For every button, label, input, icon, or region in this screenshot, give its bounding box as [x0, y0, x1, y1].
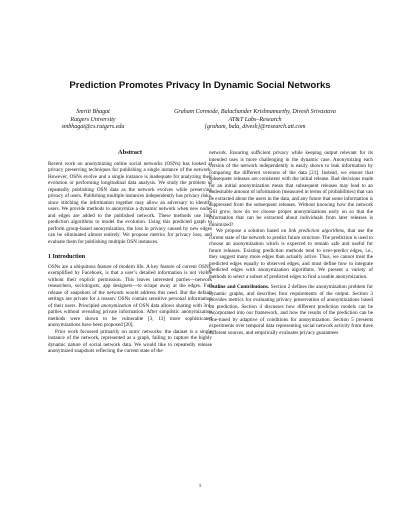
abstract-heading: Abstract	[117, 149, 143, 156]
intro-paragraph-2: Prior work focussed primarily on static networks: the dataset is a single instance of the network, represented as a graph, failing to capture the highly dynamic nature of social network data. We would like to repeatedly release anonymized snapshots reflecting the current state of the	[48, 328, 212, 355]
author-block-2	[150, 109, 360, 132]
intro-paragraph-1: OSNs are a ubiquitous feature of modern life. A key feature of current OSNs, exemplified by Facebook, is that a user’s detailed information is not visible without their explicit permission. This leaves interested parties—network researchers, sociologists, app designers—to scrape away at the edges. Full release of snapshots of the network would address this need. But the default settings are private for a reason: OSNs contain sensitive personal information of their users. Principled anonymization of OSN data allows sharing with 3rd-parties without revealing private information. After simplistic anonymization methods were shown to be vulnerable [3, 13] more sophisticated anonymizations have been proposed [20].	[48, 263, 213, 329]
right-column	[209, 150, 373, 336]
author-affiliation: Rutgers University	[70, 116, 116, 123]
left-column	[48, 150, 212, 355]
body-paragraph-2: We propose a solution based on link prediction algorithms, that use the current state of the network to predict future structure. The prediction is used to choose an anonymization which is expected to remain safe and useful for future releases. Existing prediction methods tend to over-predict edges, i.e., they suggest many more edges than actually arrive. Thus, we cannot treat the predicted edges equally to observed edges, and must define how to integrate predicted edges with anonymization algorithms. We present a variety of methods to select a subset of predicted edges to find a usable anonymization.	[209, 228, 374, 280]
author-block-1	[48, 109, 138, 132]
section-heading-introduction: 1 Introduction	[48, 254, 86, 261]
outline-paragraph: Outline and Contributions. Section 2 defines the anonymization problem for dynamic graphs, and describes four requirements of the output. Section 3 provides metrics for evaluating privacy preservation of anonymizations based on prediction. Section 4 discusses how different prediction models can be incorporated into our framework, and how the results of the prediction can be fine-tuned by adaptive of conditions for anonymization. Section 5 presents experiments over temporal data representing social network activity from three different sources, and empirically evaluates privacy guarantees	[209, 284, 373, 336]
abstract-text: Recent work on anonymizing online social networks (OSNs) has looked at privacy preserving techniques for publishing a single instance of the network. However, OSNs evolve and a single instance is inadequate for analyzing their evolution or performing longitudinal data analysis. We study the problem of repeatedly publishing OSN data as the network evolves while preserving privacy of users. Publishing multiple instances independently has privacy risks, since stitching the information together may allow an adversary to identify users. We provide methods to anonymize a dynamic network when new nodes and edges are added to the published network. These methods use link prediction algorithms to model the evolution. Using this predicted graph to perform group-based anonymization, the loss in privacy caused by new edges can be eliminated almost entirely. We propose metrics for privacy loss, and evaluate them for publishing multiple OSN instances.	[48, 160, 212, 245]
outline-label: Outline and Contributions.	[209, 284, 270, 291]
author-email: {graham, bala, divesh}@research.att.com	[204, 124, 306, 131]
author-email: smbhagat@cs.rutgers.edu	[61, 124, 125, 131]
author-name: Smriti Bhagat	[76, 109, 110, 115]
body-paragraph-1: network. Ensuring sufficient privacy while keeping output relevant for its intended uses is more challenging in the dynamic case. Anonymizing each version of the network independently is easily shown to leak information by comparing the different versions of the data [21]. Instead, we ensure that subsequent releases are consistent with the initial release. Bad decisions made for an initial anonymization mean that subsequent releases may lead to an undesirable amount of information (measured in terms of probabilities) that can be extracted about the users in the data, and any future that some information is suppressed from the subsequent releases. Without knowing how the network will grow, how do we choose proper anonymizations early on so that the information that can be extracted about individuals from later releases is minimized?	[209, 150, 373, 228]
paper-title: Prediction Promotes Privacy In Dynamic Social Networks	[69, 80, 331, 91]
page-number: 1	[198, 483, 202, 489]
author-affiliation: AT&T Labs–Research	[228, 116, 282, 123]
author-name: Graham Cormode, Balachander Krishnamurthy, Divesh Srivastava	[174, 109, 336, 115]
